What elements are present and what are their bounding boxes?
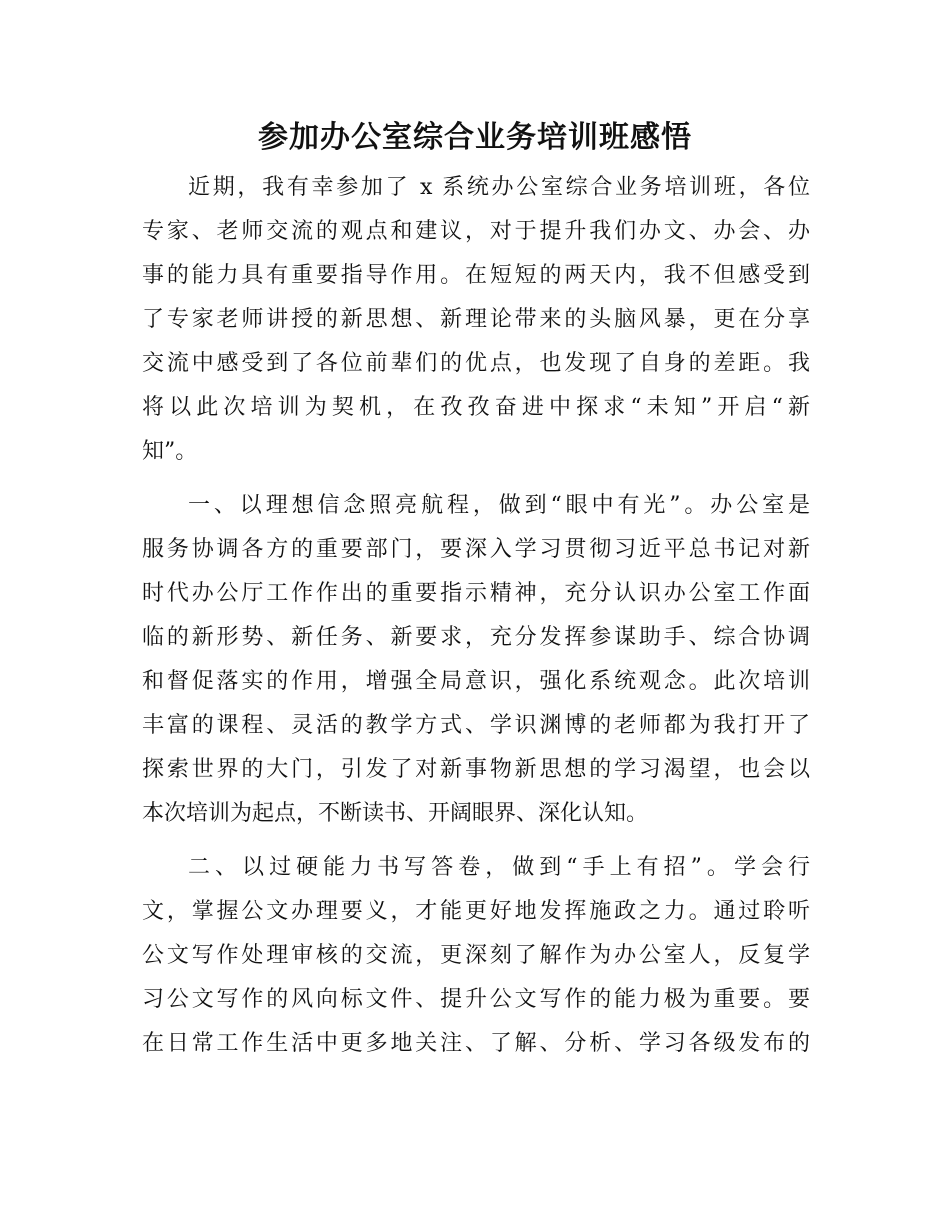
paragraph-line: 事的能力具有重要指导作用。在短短的两天内，我不但感受到 <box>142 263 810 288</box>
paragraph-line: 和督促落实的作用，增强全局意识，强化系统观念。此次培训 <box>142 669 810 694</box>
paragraph-line: 临的新形势、新任务、新要求，充分发挥参谋助手、综合协调 <box>142 625 810 650</box>
document-title: 参加办公室综合业务培训班感悟 <box>258 120 692 155</box>
paragraph-line: 一、以理想信念照亮航程，做到“眼中有光”。办公室是 <box>188 493 810 518</box>
paragraph-line: 服务协调各方的重要部门，要深入学习贯彻习近平总书记对新 <box>142 537 810 562</box>
paragraph-line: 专家、老师交流的观点和建议，对于提升我们办文、办会、办 <box>142 219 810 244</box>
paragraph-line: 在日常工作生活中更多地关注、了解、分析、学习各级发布的 <box>142 1031 810 1056</box>
paragraph-line: 了专家老师讲授的新思想、新理论带来的头脑风暴，更在分享 <box>142 307 810 332</box>
paragraph-line: 将以此次培训为契机，在孜孜奋进中探求“未知”开启“新 <box>142 395 810 420</box>
paragraph-line: 时代办公厅工作作出的重要指示精神，充分认识办公室工作面 <box>142 581 810 606</box>
paragraph-line: 丰富的课程、灵活的教学方式、学识渊博的老师都为我打开了 <box>142 713 810 738</box>
paragraph-line: 文，掌握公文办理要义，才能更好地发挥施政之力。通过聆听 <box>142 899 810 924</box>
paragraph-line: 知”。 <box>142 439 198 464</box>
paragraph-line: 近期，我有幸参加了 x 系统办公室综合业务培训班，各位 <box>188 175 810 200</box>
paragraph-line: 交流中感受到了各位前辈们的优点，也发现了自身的差距。我 <box>142 351 810 376</box>
paragraph-line: 二、以过硬能力书写答卷，做到“手上有招”。学会行 <box>188 855 810 880</box>
paragraph-line: 本次培训为起点，不断读书、开阔眼界、深化认知。 <box>142 801 649 826</box>
paragraph-line: 探索世界的大门，引发了对新事物新思想的学习渴望，也会以 <box>142 757 810 782</box>
paragraph-line: 公文写作处理审核的交流，更深刻了解作为办公室人，反复学 <box>142 943 810 968</box>
paragraph-line: 习公文写作的风向标文件、提升公文写作的能力极为重要。要 <box>142 987 810 1012</box>
